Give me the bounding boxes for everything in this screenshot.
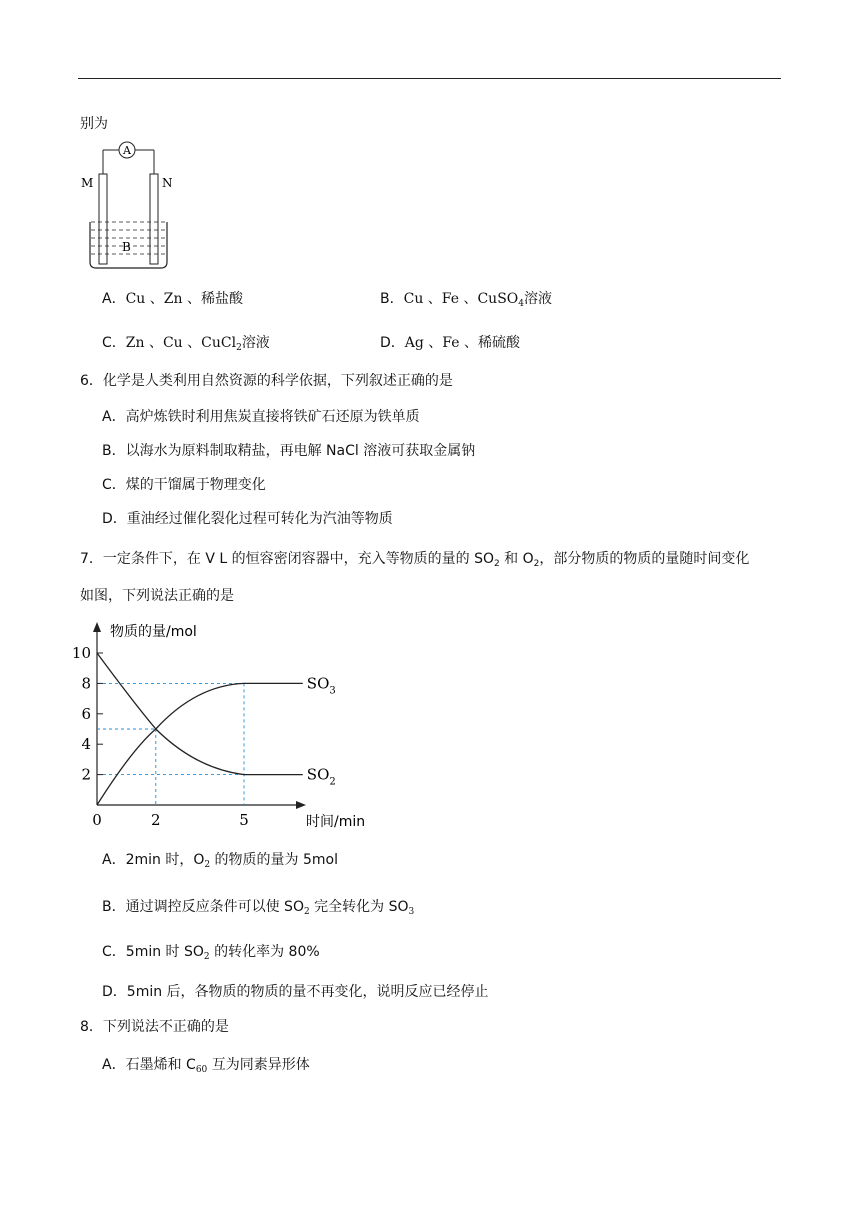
q7-option-b[interactable]: B．通过调控反应条件可以使 $SO_2$ 完全转化为 $SO_3$ — [102, 899, 415, 917]
y-axis-arrow — [93, 622, 101, 632]
q6-stem: 6．化学是人类利用自然资源的科学依据，下列叙述正确的是 — [80, 373, 453, 389]
x-tick-label-0: 0 — [92, 811, 102, 829]
y-tick-label-4: 4 — [81, 735, 91, 754]
q8-option-a[interactable]: A．石墨烯和 $C_{60}$ 互为同素异形体 — [102, 1057, 310, 1075]
q8-stem: 8．下列说法不正确的是 — [80, 1019, 229, 1035]
q7-option-c[interactable]: C．5min 时 $SO_2$ 的转化率为 80% — [102, 944, 320, 962]
q5-option-c[interactable]: C．Zn 、Cu 、CuCl$_2$溶液 — [102, 335, 270, 353]
electrolysis-apparatus-diagram — [76, 138, 186, 273]
q7-option-d[interactable]: D．5min 后，各物质的物质的量不再变化，说明反应已经停止 — [102, 984, 489, 1000]
x-axis-arrow — [296, 801, 306, 809]
label-b: B — [122, 240, 131, 254]
ammeter-label: A — [123, 144, 131, 157]
q5-option-d[interactable]: D．Ag 、Fe 、稀硫酸 — [380, 335, 520, 351]
q5-option-b[interactable]: B．Cu 、Fe 、CuSO$_4$溶液 — [380, 291, 553, 309]
y-tick-label-6: 6 — [81, 704, 91, 723]
electrode-n — [150, 174, 158, 264]
q6-option-d[interactable]: D．重油经过催化裂化过程可转化为汽油等物质 — [102, 511, 393, 527]
y-tick-label-8: 8 — [81, 674, 91, 693]
label-m: M — [81, 176, 94, 190]
series-line-SO2 — [97, 653, 303, 775]
series-line-SO3 — [97, 683, 303, 805]
header-rule — [78, 78, 781, 79]
series-label-SO2: $SO_2$ — [306, 765, 336, 788]
label-n: N — [162, 176, 173, 190]
x-tick-label-5: 5 — [239, 811, 249, 829]
q7-stem: 7．一定条件下，在 V L 的恒容密闭容器中，充入等物质的量的 $SO_2$ 和 $O_2$，部分物质的物质的量随时间变化 — [80, 551, 750, 569]
q6-option-c[interactable]: C．煤的干馏属于物理变化 — [102, 477, 266, 493]
x-axis-title: 时间/min — [306, 814, 366, 830]
series-label-SO3: $SO_3$ — [306, 674, 336, 697]
electrode-m — [99, 174, 107, 264]
mole-time-chart — [70, 612, 390, 837]
q6-option-b[interactable]: B．以海水为原料制取精盐，再电解 NaCl 溶液可获取金属钠 — [102, 443, 476, 459]
y-axis-title: 物质的量/mol — [110, 624, 197, 640]
q5-option-a[interactable]: A．Cu 、Zn 、稀盐酸 — [102, 291, 243, 307]
q7-stem-line2: 如图，下列说法正确的是 — [80, 588, 234, 604]
y-tick-label-10: 10 — [71, 644, 91, 662]
q6-option-a[interactable]: A．高炉炼铁时利用焦炭直接将铁矿石还原为铁单质 — [102, 409, 420, 425]
y-tick-label-2: 2 — [81, 765, 91, 784]
q5-stem-tail: 别为 — [80, 116, 108, 132]
q7-option-a[interactable]: A．2min 时，$O_2$ 的物质的量为 5mol — [102, 852, 338, 870]
x-tick-label-2: 2 — [151, 811, 161, 829]
